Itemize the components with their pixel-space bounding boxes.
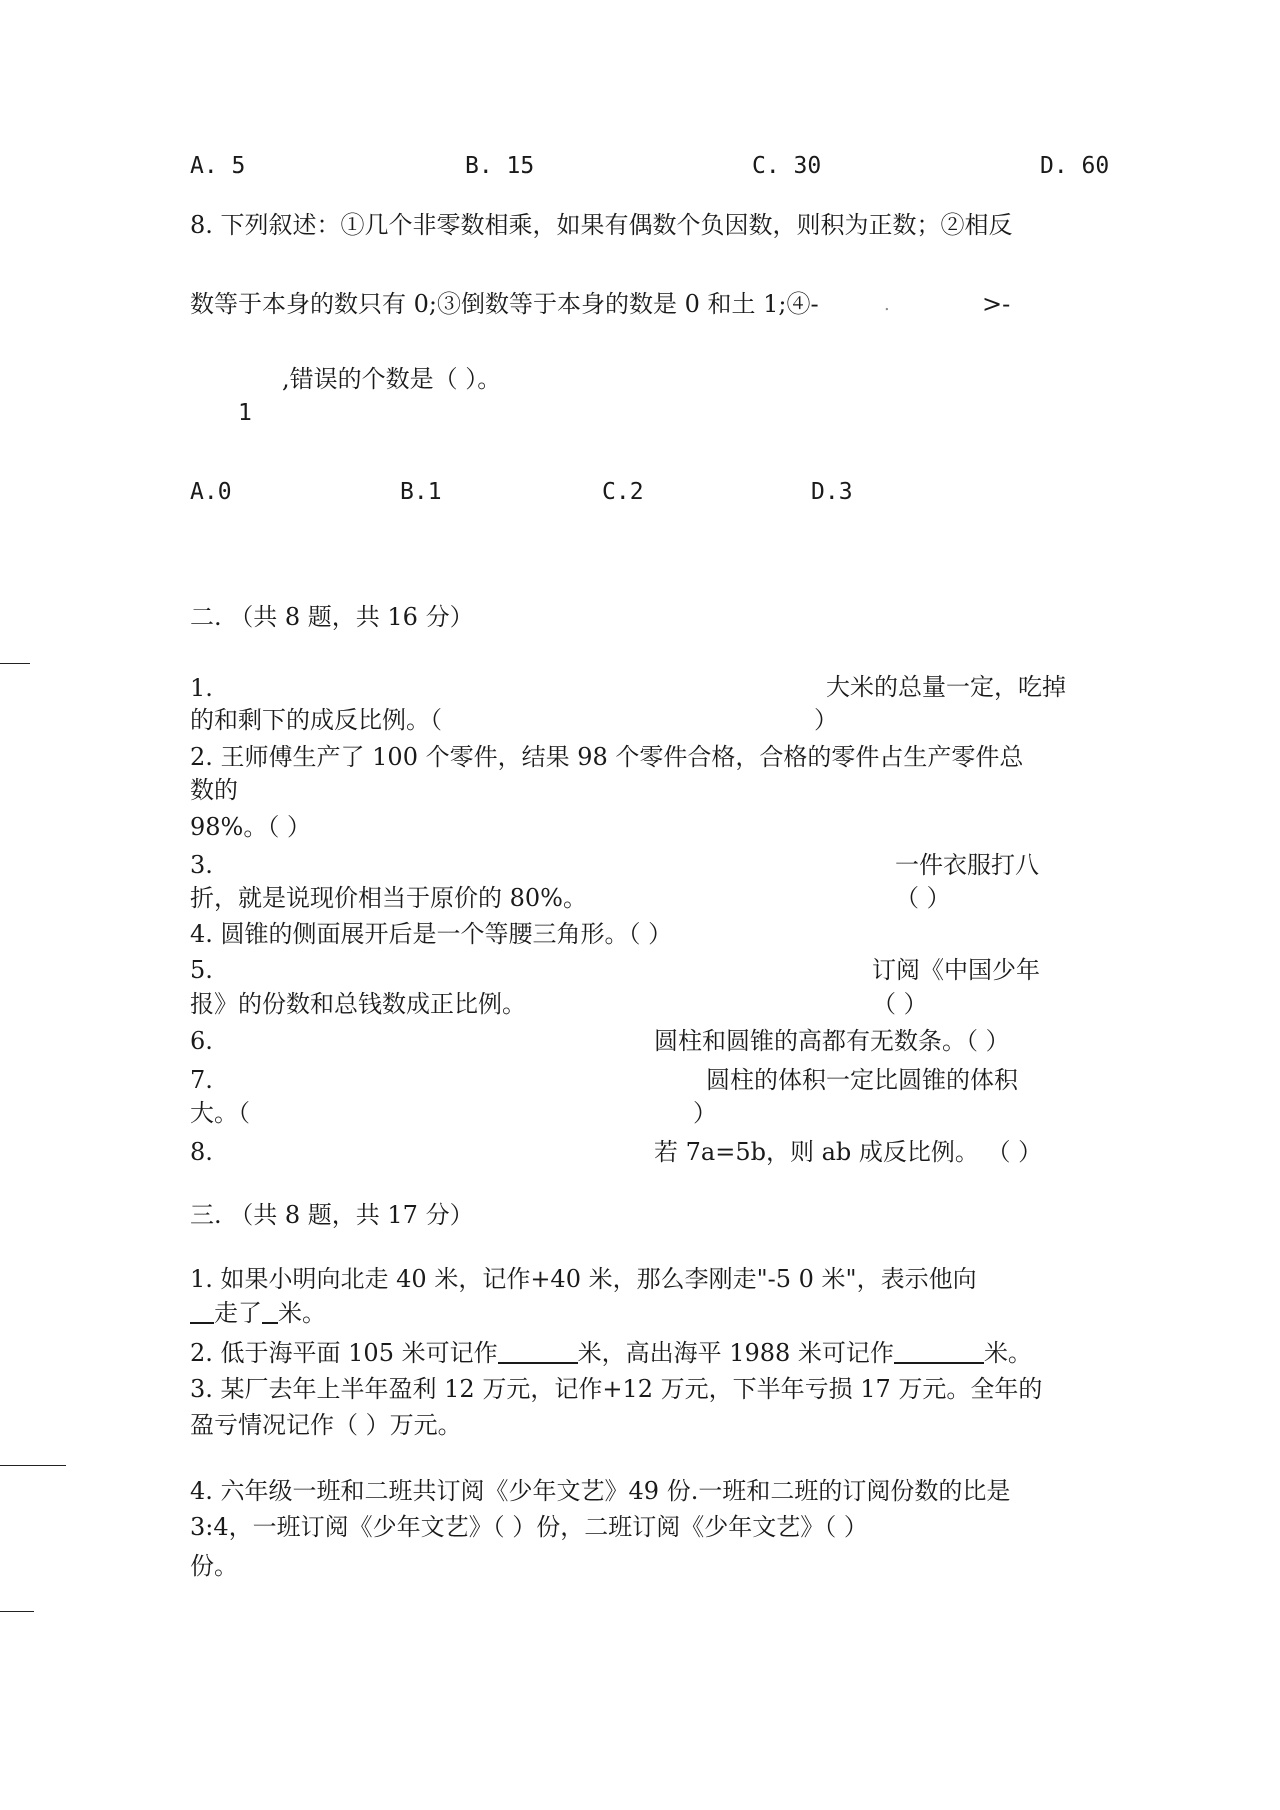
- s2-q7-text: 圆柱的体积一定比圆锥的体积: [706, 1066, 1018, 1094]
- s2-q7-line2: 大。（: [190, 1099, 250, 1127]
- q8-line2: 数等于本身的数只有 0;③倒数等于本身的数是 0 和土 1;④-: [190, 290, 819, 318]
- s3-q2-part-c: 米。: [983, 1339, 1032, 1367]
- margin-rule: [0, 1611, 34, 1612]
- s3-q2-part-a: 2. 低于海平面 105 米可记作: [190, 1339, 498, 1367]
- answer-blank[interactable]: [262, 1300, 278, 1324]
- s2-q1-text: 大米的总量一定，吃掉: [826, 673, 1066, 701]
- q8-option-d: D.3: [811, 479, 853, 505]
- s2-q3-line2: 折，就是说现价相当于原价的 80%。: [190, 884, 587, 912]
- s3-q1-part-a: 走了: [214, 1299, 262, 1327]
- s2-q8-number: 8.: [190, 1138, 213, 1166]
- q8-line1: 8. 下列叙述：①几个非零数相乘，如果有偶数个负因数，则积为正数；②相反: [190, 211, 1013, 239]
- s3-q1-line1: 1. 如果小明向北走 40 米，记作+40 米，那么李刚走"-5 0 米"，表示他向: [190, 1265, 977, 1293]
- s3-q4-line3: 份。: [190, 1552, 238, 1580]
- s2-q2-line3: 98%。（ ）: [190, 813, 311, 841]
- q8-line3: ,错误的个数是（ ）。: [282, 365, 502, 393]
- q8-line2-tail: >-: [982, 290, 1011, 318]
- s3-q4-line1: 4. 六年级一班和二班共订阅《少年文艺》49 份.一班和二班的订阅份数的比是: [190, 1477, 1011, 1505]
- q8-faint-dot: .: [884, 294, 890, 315]
- s2-q4-line1: 4. 圆锥的侧面展开后是一个等腰三角形。（ ）: [190, 920, 673, 948]
- s2-q8-text: 若 7a=5b，则 ab 成反比例。 （ ）: [654, 1138, 1043, 1166]
- s3-q1-line2: [190, 1300, 326, 1325]
- s2-q2-line1: 2. 王师傅生产了 100 个零件，结果 98 个零件合格，合格的零件占生产零件总: [190, 743, 1024, 771]
- s2-q1-number: 1.: [190, 674, 213, 702]
- s2-q7-number: 7.: [190, 1066, 213, 1094]
- s2-q5-text: 订阅《中国少年: [872, 956, 1040, 984]
- q8-option-c: C.2: [602, 479, 644, 505]
- s3-q4-line2: 3:4，一班订阅《少年文艺》（ ）份，二班订阅《少年文艺》（ ）: [190, 1513, 868, 1541]
- q8-fraction-denominator: 1: [238, 400, 252, 426]
- s3-q3-line1: 3. 某厂去年上半年盈利 12 万元，记作+12 万元，下半年亏损 17 万元。全年的: [190, 1375, 1043, 1403]
- s2-q7-close: ）: [693, 1099, 717, 1127]
- s2-q3-number: 3.: [190, 851, 213, 879]
- s3-q1-part-b: 米。: [278, 1299, 326, 1327]
- margin-rule: [0, 1465, 66, 1466]
- s3-q2: [190, 1340, 1032, 1365]
- q8-option-a: A.0: [190, 479, 232, 505]
- option-b: B. 15: [465, 153, 535, 179]
- answer-blank[interactable]: [190, 1300, 214, 1324]
- s2-q3-close: （ ）: [895, 884, 951, 912]
- s2-q6-text: 圆柱和圆锥的高都有无数条。（ ）: [654, 1027, 1010, 1055]
- s2-q1-close: ）: [814, 706, 838, 734]
- section2-heading: 二. （共 8 题，共 16 分）: [190, 603, 474, 631]
- s2-q6-number: 6.: [190, 1027, 213, 1055]
- s2-q3-text: 一件衣服打八: [895, 851, 1039, 879]
- s2-q5-number: 5.: [190, 956, 213, 984]
- margin-rule: [0, 663, 30, 664]
- option-c: C. 30: [752, 153, 822, 179]
- s2-q2-line2: 数的: [190, 776, 238, 804]
- s2-q5-close: （ ）: [872, 990, 928, 1018]
- s3-q2-part-b: 米，高出海平 1988 米可记作: [577, 1339, 894, 1367]
- s3-q3-line2: 盈亏情况记作（ ）万元。: [190, 1411, 462, 1439]
- q8-option-b: B.1: [400, 479, 442, 505]
- answer-blank[interactable]: [498, 1340, 578, 1364]
- option-a: A. 5: [190, 153, 246, 179]
- s2-q1-line2: 的和剩下的成反比例。（: [190, 706, 442, 734]
- answer-blank[interactable]: [894, 1340, 984, 1364]
- s2-q5-line2: 报》的份数和总钱数成正比例。: [190, 990, 526, 1018]
- option-d: D. 60: [1040, 153, 1110, 179]
- section3-heading: 三. （共 8 题，共 17 分）: [190, 1201, 474, 1229]
